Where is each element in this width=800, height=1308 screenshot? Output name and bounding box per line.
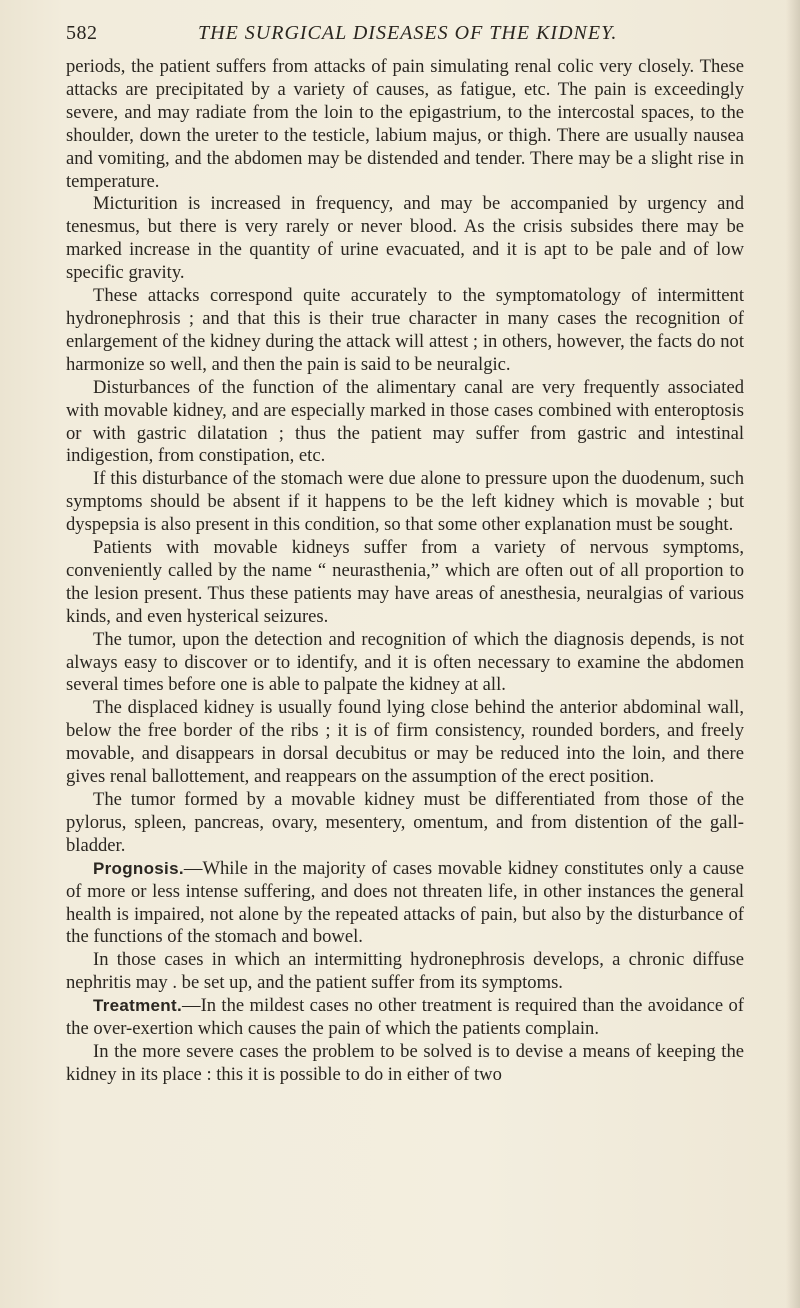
paragraph [66,858,744,950]
section-heading-treatment: Treatment. [93,996,182,1016]
paragraph-text: Patients with movable kidneys suffer from a variety of nervous symptoms, conveniently called by the name “ neurasthenia,” which are often out of all proportion to the lesion present. Thus these patients may have areas of anesthesia, neuralgias of various kinds, and even hysterical seizures. [66,537,744,627]
paragraph-text: The tumor, upon the detection and recognition of which the diagnosis depends, is not always easy to discover or to identify, and it is often necessary to examine the abdomen several times before one is able to palpate the kidney at all. [66,628,744,696]
paragraph [66,949,744,995]
paragraph-text: If this disturbance of the stomach were due alone to pressure upon the duodenum, such symptoms should be absent if it happens to be the left kidney which is movable ; but dyspepsia is also present in this condition, so that some other explanation must be sought. [66,468,744,536]
paragraph [66,285,744,377]
body-text [66,56,744,1087]
paragraph-text: Micturition is increased in frequency, and may be accompanied by urgency and tenesmus, but there is very rarely or never blood. As the crisis subsides there may be marked increase in the quantity of urine evacuated, and it is apt to be pale and of low specific gravity. [66,193,744,284]
paragraph [66,697,744,789]
running-head [0,20,800,56]
paragraph [66,629,744,698]
paragraph-text: These attacks correspond quite accurately to the symptomatology of intermittent hydronephrosis ; and that this is their true character in many cases the recognition of enlargement of the kidney during the attack will attest ; in others, however, the facts do not harmonize so well, and then the pain is said to be neuralgic. [66,285,744,375]
paragraph-text: —In the mildest cases no other treatment is required than the avoidance of the over-exertion which causes the pain of which the patients complain. [66,995,744,1040]
section-heading-prognosis: Prognosis. [93,858,184,878]
paragraph [66,56,744,193]
paragraph [66,537,744,629]
paragraph-text: The displaced kidney is usually found lying close behind the anterior abdominal wall, below the free border of the ribs ; it is of firm consistency, rounded borders, and freely movable, and disappears in dorsal decubitus or may be reduced into the loin, and there gives renal ballottement, and reappears on the assumption of the erect position. [66,697,744,788]
running-title: THE SURGICAL DISEASES OF THE KIDNEY. [198,22,618,44]
paragraph [66,1041,744,1087]
paragraph-text: Disturbances of the function of the alimentary canal are very frequently associated with movable kidney, and are especially marked in those cases combined with enteroptosis or with gastric dilatation ; thus the patient may suffer from gastric and intestinal indigestion, from constipation, etc. [66,376,744,467]
paragraph [66,193,744,285]
page-number: 582 [66,22,98,44]
paragraph-text: periods, the patient suffers from attacks of pain simulating renal colic very closely. These attacks are precipitated by a variety of causes, as fatigue, etc. The pain is exceedingly severe, and may radiate from the loin to the epigastrium, to the intercostal spaces, to the shoulder, down the ureter to the testicle, labium majus, or thigh. There are usually nausea and vomiting, and the abdomen may be distended and tender. There may be a slight rise in temperature. [66,56,744,192]
paragraph [66,377,744,469]
paragraph-text: In those cases in which an intermitting hydronephrosis develops, a chronic diffuse nephritis may . be set up, and the patient suffer from its symptoms. [66,949,744,994]
paragraph [66,468,744,537]
paragraph [66,995,744,1041]
page-edge-shadow [786,0,800,1308]
paragraph [66,789,744,858]
paragraph-text: —While in the majority of cases movable kidney constitutes only a cause of more or less intense suffering, and does not threaten life, in other instances the general health is impaired, not alone by the repeated attacks of pain, but also by the disturbance of the functions of the stomach and bowel. [66,857,744,948]
paragraph-text: In the more severe cases the problem to be solved is to devise a means of keeping the kidney in its place : this it is possible to do in either of two [66,1040,744,1085]
paragraph-text: The tumor formed by a movable kidney must be differentiated from those of the pylorus, spleen, pancreas, ovary, mesentery, omentum, and from distention of the gall-bladder. [66,789,744,856]
